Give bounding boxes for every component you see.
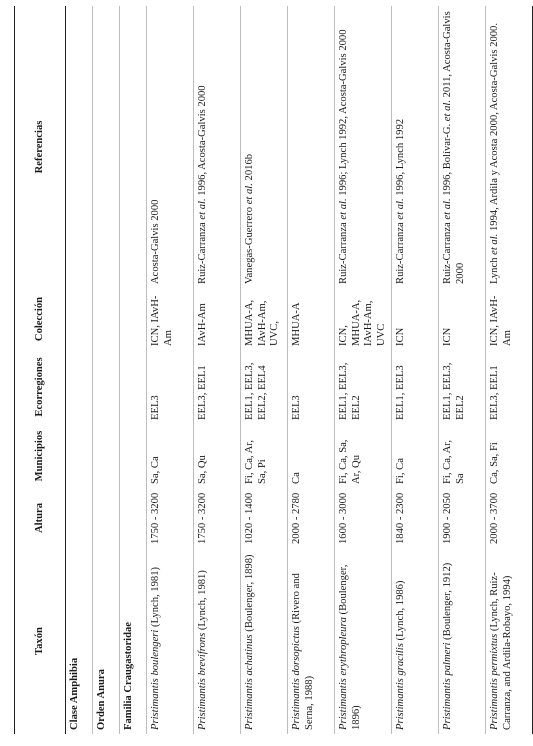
ref-text: Lynch: [489, 254, 500, 284]
cell-coleccion: IAvH-Am: [194, 288, 241, 350]
ref-etal: et al.: [489, 233, 500, 255]
cell-referencias: [241, 6, 288, 288]
cell-referencias: [439, 6, 486, 288]
taxon-author: (Lynch, 1986): [395, 580, 406, 644]
cell-altura: 1020 - 1400: [241, 488, 288, 548]
cell-coleccion: MHUA-A: [288, 288, 335, 350]
cell-taxon: [486, 548, 533, 734]
taxon-author: (Lynch, 1981): [150, 566, 161, 630]
ref-etal: et al.: [197, 198, 208, 220]
table-row: [439, 6, 486, 734]
cell-ecorregiones: EEL3: [147, 350, 194, 424]
cell-taxon: [288, 548, 335, 734]
cell-altura: 1600 - 3000: [335, 488, 392, 548]
cell-municipios: Sa, Ca: [147, 424, 194, 488]
cell-municipios: Fi, Ca, Sa, Ar, Qu: [335, 424, 392, 488]
cell-coleccion: ICN: [392, 288, 439, 350]
taxon-name: Pristimantis palmeri: [442, 642, 453, 730]
header-municipios: Municipios: [15, 424, 66, 488]
ref-text: Ruiz-Carranza: [395, 219, 406, 284]
cell-referencias: [486, 6, 533, 288]
cell-municipios: Ca, Sa, Fi: [486, 424, 533, 488]
cell-ecorregiones: EEL3, EEL1: [486, 350, 533, 424]
taxon-author: (Boulenger, 1912): [442, 562, 453, 643]
cell-altura: 1750 - 3200: [194, 488, 241, 548]
cell-coleccion: ICN, MHUA-A, IAvH-Am, UVC: [335, 288, 392, 350]
taxon-name: Pristimantis achatinus: [244, 634, 255, 730]
ref-text: Ruiz-Carranza: [338, 219, 349, 284]
ref-text: Ruiz-Carranza: [442, 219, 453, 284]
taxon-author: (Boulenger, 1898): [244, 554, 255, 635]
cell-municipios: Fi, Ca: [392, 424, 439, 488]
cell-ecorregiones: EEL3, EEL1: [194, 350, 241, 424]
taxon-name: Pristimantis dorsopictus: [291, 626, 302, 730]
ref-text: 2011, Acosta-Galvis 2000: [442, 11, 466, 284]
ref-text: Vanegas-Guerrero: [244, 204, 255, 284]
ref-text: 1994, Ardila y Acosta 2000, Acosta-Galvis 2000.: [489, 22, 500, 234]
cell-altura: 1840 - 2300: [392, 488, 439, 548]
taxon-author: (Boulenger, 1896): [338, 564, 362, 730]
ref-text: 1996; Lynch 1992, Acosta-Galvis 2000: [338, 29, 349, 199]
cell-taxon: [194, 548, 241, 734]
cell-coleccion: ICN, IAvH-Am: [486, 288, 533, 350]
group-label-clase: Clase Amphibia: [66, 6, 93, 734]
group-row-familia: [120, 6, 147, 734]
table-row: [486, 6, 533, 734]
cell-taxon: [147, 548, 194, 734]
taxon-name: Pristimantis permixtus: [489, 633, 500, 730]
cell-altura: 1900 - 2050: [439, 488, 486, 548]
taxon-author: (Rivero and Serna, 1988): [291, 573, 315, 730]
ref-etal: et al.: [442, 198, 453, 220]
species-table: [14, 6, 533, 734]
group-row-orden: [93, 6, 120, 734]
cell-taxon: [392, 548, 439, 734]
cell-referencias: [194, 6, 241, 288]
cell-altura: 2000 - 3700: [486, 488, 533, 548]
group-label-familia: Familia Craugastoridae: [120, 6, 147, 734]
header-referencias: Referencias: [15, 6, 66, 288]
table-row: [288, 6, 335, 734]
table-row: [241, 6, 288, 734]
taxon-author: (Lynch, 1981): [197, 570, 208, 633]
cell-ecorregiones: EEL1, EEL3, EEL2, EEL4: [241, 350, 288, 424]
taxon-author: (Lynch, Ruiz-Carranza, and Ardila-Robayo, 1994): [489, 572, 513, 730]
cell-taxon: [241, 548, 288, 734]
ref-etal: et al.: [338, 198, 349, 220]
cell-altura: 2000 - 2780: [288, 488, 335, 548]
table-header-row: [15, 6, 66, 734]
cell-coleccion: ICN, IAvH-Am: [147, 288, 194, 350]
cell-municipios: Sa, Qu: [194, 424, 241, 488]
cell-ecorregiones: EEL1, EEL3, EEL2: [335, 350, 392, 424]
cell-referencias: [288, 6, 335, 288]
table-row: [335, 6, 392, 734]
cell-referencias: [335, 6, 392, 288]
cell-referencias: [392, 6, 439, 288]
cell-municipios: Fi, Ca, Ar, Sa: [439, 424, 486, 488]
header-coleccion: Colección: [15, 288, 66, 350]
ref-text: 1996, Acosta-Galvis 2000: [197, 85, 208, 199]
taxon-name: Pristimantis boulengeri: [150, 629, 161, 730]
cell-referencias: Acosta-Galvis 2000: [147, 6, 194, 288]
cell-altura: 1750 - 3200: [147, 488, 194, 548]
taxon-name: Pristimantis brevifrons: [197, 632, 208, 730]
cell-ecorregiones: EEL1, EEL3, EEL2: [439, 350, 486, 424]
cell-municipios: Fi, Ca, Ar, Sa, Pi: [241, 424, 288, 488]
header-taxon: Taxón: [15, 548, 66, 734]
cell-ecorregiones: EEL1, EEL3: [392, 350, 439, 424]
group-row-clase: [66, 6, 93, 734]
taxon-name: Pristimantis gracilis: [395, 643, 406, 730]
table-row: [392, 6, 439, 734]
cell-municipios: Ca: [288, 424, 335, 488]
ref-text: 1996, Bolívar-G.: [442, 121, 453, 199]
header-altura: Altura: [15, 488, 66, 548]
ref-text: Ruiz-Carranza: [197, 219, 208, 284]
cell-ecorregiones: EEL3: [288, 350, 335, 424]
cell-taxon: [439, 548, 486, 734]
table-row: [194, 6, 241, 734]
group-label-orden: Orden Anura: [93, 6, 120, 734]
ref-etal: et al.: [244, 183, 255, 205]
header-ecorregiones: Ecorregiones: [15, 350, 66, 424]
cell-coleccion: MHUA-A, IAvH-Am, UVC,: [241, 288, 288, 350]
taxon-name: Pristimantis erythropleura: [338, 617, 349, 730]
ref-etal: et al.: [395, 198, 406, 220]
ref-etal: et al.: [442, 100, 453, 122]
cell-taxon: [335, 548, 392, 734]
ref-text: 1996, Lynch 1992: [395, 118, 406, 199]
cell-coleccion: ICN: [439, 288, 486, 350]
table-row: [147, 6, 194, 734]
ref-text: 2016b: [244, 153, 255, 184]
